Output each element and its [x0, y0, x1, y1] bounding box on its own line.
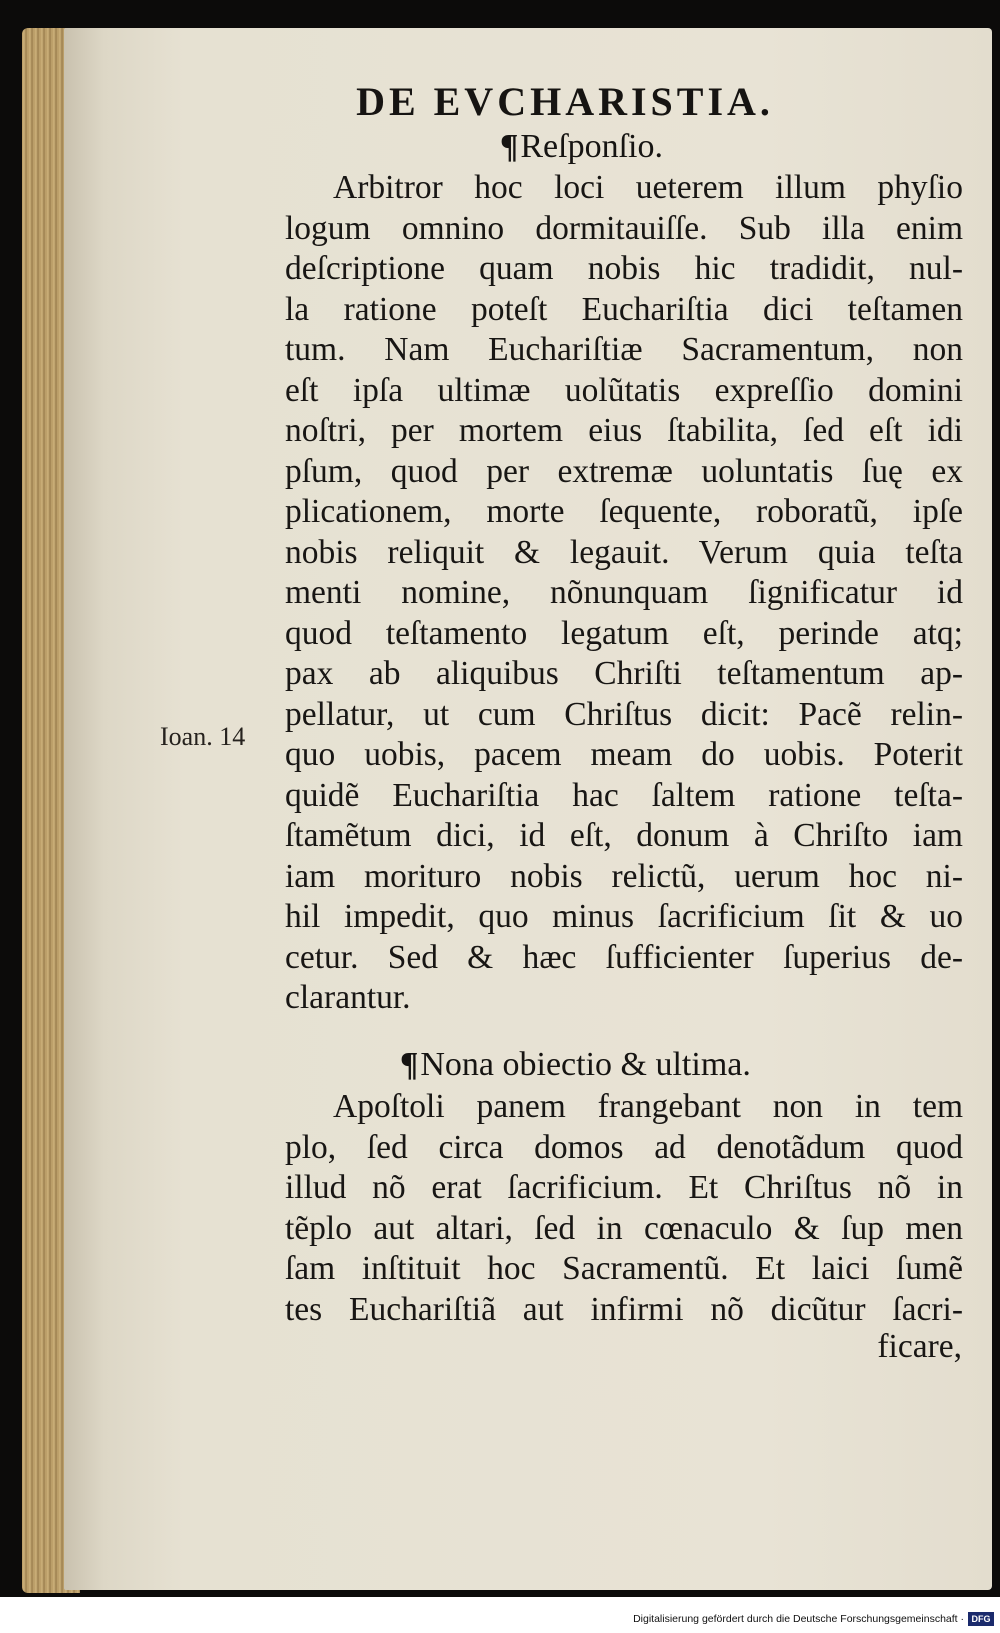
- text-line: plo, ſed circa domos ad denotãdum quod: [285, 1128, 963, 1166]
- text-line: tum. Nam Euchariſtiæ Sacramentum, non: [285, 331, 963, 368]
- section-heading-nona-obiectio: [400, 1046, 751, 1084]
- text-line: tẽplo aut altari, ſed in cœnaculo & ſup men: [285, 1209, 963, 1247]
- text-line: eſt ipſa ultimæ uolũtatis expreſſio domini: [285, 371, 963, 409]
- text-line: clarantur.: [285, 979, 411, 1016]
- text-line: noſtri, per mortem eius ſtabilita, ſed eſt idi: [285, 412, 963, 449]
- running-title: DE EVCHARISTIA.: [356, 79, 774, 124]
- text-line: quod teſtamento legatum eſt, perinde atq;: [285, 614, 963, 652]
- text-line: Apoſtoli panem frangebant non in tem: [333, 1088, 963, 1125]
- responsio-paragraph: [285, 168, 963, 1019]
- text-line: pſum, quod per extremæ uoluntatis ſuę ex: [285, 452, 963, 490]
- text-line: logum omnino dormitauiſſe. Sub illa enim: [285, 209, 963, 247]
- text-line: ſam inſtituit hoc Sacramentũ. Et laici ſumẽ: [285, 1250, 963, 1287]
- text-line: ſtamẽtum dici, id eſt, donum à Chriſto iam: [285, 817, 963, 854]
- text-line: la ratione poteſt Euchariſtia dici teſtamen: [285, 290, 963, 328]
- catchword: ficare,: [877, 1328, 962, 1365]
- section-heading-responsio: [500, 128, 663, 166]
- text-line: iam morituro nobis relictũ, uerum hoc ni-: [285, 857, 963, 895]
- pilcrow-icon: ¶: [400, 1046, 419, 1083]
- dfg-logo: DFG: [968, 1612, 994, 1626]
- text-line: plicationem, morte ſequente, roboratũ, ipſe: [285, 493, 963, 530]
- pilcrow-icon: ¶: [500, 128, 519, 165]
- text-line: Arbitror hoc loci ueterem illum phyſio: [333, 169, 963, 206]
- text-line: tes Euchariſtiã aut infirmi nõ dicũtur ſacri-: [285, 1290, 963, 1328]
- text-line: deſcriptione quam nobis hic tradidit, nul-: [285, 250, 963, 287]
- text-line: pellatur, ut cum Chriſtus dicit: Pacẽ relin-: [285, 695, 963, 733]
- nona-obiectio-paragraph: [285, 1087, 963, 1330]
- text-line: illud nõ erat ſacrificium. Et Chriſtus nõ in: [285, 1169, 963, 1206]
- text-line: pax ab aliquibus Chriſti teſtamentum ap-: [285, 655, 963, 692]
- funding-credit: Digitalisierung gefördert durch die Deutsche Forschungsgemeinschaft ·: [633, 1613, 964, 1625]
- text-line: nobis reliquit & legauit. Verum quia teſta: [285, 533, 963, 571]
- footer-bar: [0, 1597, 1000, 1633]
- text-line: quidẽ Euchariſtia hac ſaltem ratione teſta-: [285, 776, 963, 814]
- text-line: cetur. Sed & hæc ſufficienter ſuperius de-: [285, 938, 963, 976]
- section-heading-text: Reſponſio.: [520, 128, 663, 165]
- section-heading-text: Nona obiectio & ultima.: [420, 1046, 751, 1083]
- margin-note-reference: Ioan. 14: [160, 722, 246, 751]
- text-line: quo uobis, pacem meam do uobis. Poterit: [285, 736, 963, 773]
- text-line: menti nomine, nõnunquam ſignificatur id: [285, 574, 963, 611]
- text-line: hil impedit, quo minus ſacrificium ſit & uo: [285, 898, 963, 935]
